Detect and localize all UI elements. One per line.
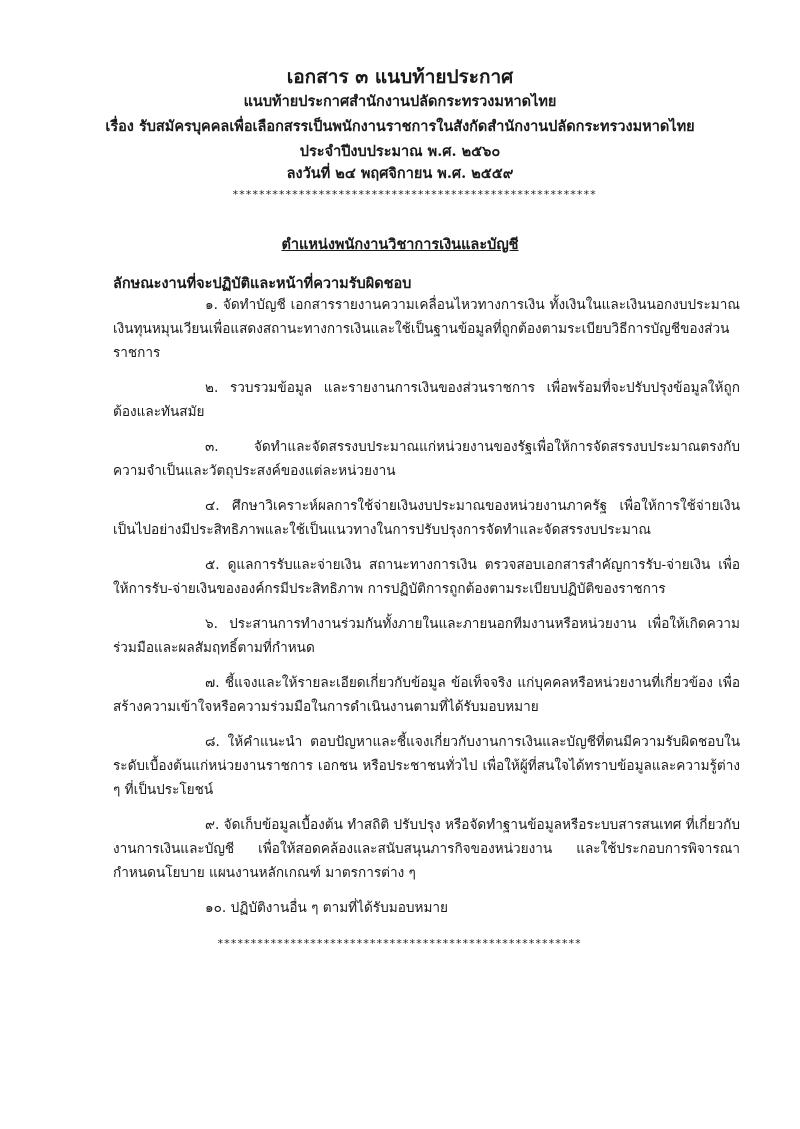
duty-item xyxy=(113,376,740,424)
duty-text: จัดทำและจัดสรรงบประมาณแก่หน่วยงานของรัฐเพื่อให้การจัดสรรงบประมาณตรงกับความจำเป็นและวัตถุประสงค์ของแต่ละหน่วยงาน xyxy=(113,439,740,479)
duty-item xyxy=(113,494,740,542)
document-title: เอกสาร ๓ แนบท้ายประกาศ xyxy=(286,66,514,88)
position-title-text: ตำแหน่งพนักงานวิชาการเงินและบัญชี xyxy=(281,236,519,253)
duty-text: จัดเก็บข้อมูลเบื้องต้น ทำสถิติ ปรับปรุง หรือจัดทำฐานข้อมูลหรือระบบสารสนเทศ ที่เกี่ยวกับงานการเงินและบัญชี เพื่อให้สอดคล้องและสนับสนุนภารกิจของหน่วยงาน และใช้ประกอบการพิจารณากำหนดนโยบาย แผนงานหลักเกณฑ์ มาตรการต่าง ๆ xyxy=(113,817,740,881)
duty-item xyxy=(113,896,740,920)
duty-number: ๓. xyxy=(205,439,219,455)
duty-text: จัดทำบัญชี เอกสารรายงานความเคลื่อนไหวทางการเงิน ทั้งเงินในและเงินนอกงบประมาณ เงินทุนหมุนเวียนเพื่อแสดงสถานะทางการเงินและใช้เป็นฐานข้อมูลที่ถูกต้องตามระเบียบวิธีการบัญชีของส่วนราชการ xyxy=(113,297,740,361)
duty-text: รวบรวมข้อมูล และรายงานการเงินของส่วนราชการ เพื่อพร้อมที่จะปรับปรุงข้อมูลให้ถูกต้องและทันสมัย xyxy=(113,380,740,420)
position-title xyxy=(0,233,800,256)
duty-number: ๒. xyxy=(205,380,219,396)
duty-number: ๑๐. xyxy=(205,900,227,916)
duty-text: ให้คำแนะนำ ตอบปัญหาและชี้แจงเกี่ยวกับงานการเงินและบัญชีที่ตนมีความรับผิดชอบในระดับเบื้องต้นแก่หน่วยงานราชการ เอกชน หรือประชาชนทั่วไป เพื่อให้ผู้ที่สนใจได้ทราบข้อมูลและความรู้ต่าง ๆ ที่เป็นประโยชน์ xyxy=(113,734,741,798)
duty-item xyxy=(113,671,740,719)
duty-text: ปฏิบัติงานอื่น ๆ ตามที่ได้รับมอบหมาย xyxy=(230,900,449,916)
duty-number: ๘. xyxy=(205,734,220,750)
section-heading: ลักษณะงานที่จะปฏิบัติและหน้าที่ความรับผิดชอบ xyxy=(113,275,412,292)
separator-top: ******************************************************* xyxy=(232,188,597,201)
duty-text: ชี้แจงและให้รายละเอียดเกี่ยวกับข้อมูล ข้อเท็จจริง แก่บุคคลหรือหน่วยงานที่เกี่ยวข้อง เพื่อสร้างความเข้าใจหรือความร่วมมือในการดำเนินงานตามที่ได้รับมอบหมาย xyxy=(113,675,740,715)
duty-item xyxy=(113,612,740,660)
separator-bottom: ******************************************************* xyxy=(217,937,582,950)
duty-text: ดูแลการรับและจ่ายเงิน สถานะทางการเงิน ตรวจสอบเอกสารสำคัญการรับ-จ่ายเงิน เพื่อให้การรับ-จ่ายเงินขององค์กรมีประสิทธิภาพ การปฏิบัติการถูกต้องตามระเบียบปฏิบัติของราชการ xyxy=(113,557,740,597)
duty-number: ๖. xyxy=(205,616,218,632)
duty-item xyxy=(113,435,740,483)
duty-item xyxy=(113,813,740,885)
duty-text: ประสานการทำงานร่วมกันทั้งภายในและภายนอกทีมงานหรือหน่วยงาน เพื่อให้เกิดความร่วมมือและผลสัมฤทธิ์ตามที่กำหนด xyxy=(113,616,740,656)
header-line-fiscal-year: ประจำปีงบประมาณ พ.ศ. ๒๕๖๐ xyxy=(299,143,501,160)
duty-item xyxy=(113,730,740,802)
duty-item xyxy=(113,553,740,601)
header-line-date: ลงวันที่ ๒๔ พฤศจิกายน พ.ศ. ๒๕๕๙ xyxy=(286,165,514,182)
duties-list xyxy=(113,293,740,931)
duty-number: ๗. xyxy=(205,675,220,691)
duty-number: ๔. xyxy=(205,498,220,514)
header-line-subject: เรื่อง รับสมัครบุคคลเพื่อเลือกสรรเป็นพนักงานราชการในสังกัดสำนักงานปลัดกระทรวงมหาดไทย xyxy=(105,118,695,135)
header-line-announcement: แนบท้ายประกาศสำนักงานปลัดกระทรวงมหาดไทย xyxy=(243,93,557,110)
duty-number: ๕. xyxy=(205,557,220,573)
duty-text: ศึกษาวิเคราะห์ผลการใช้จ่ายเงินงบประมาณของหน่วยงานภาครัฐ เพื่อให้การใช้จ่ายเงินเป็นไปอย่างมีประสิทธิภาพและใช้เป็นแนวทางในการปรับปรุงการจัดทำและจัดสรรงบประมาณ xyxy=(113,498,740,538)
duty-number: ๙. xyxy=(205,817,220,833)
duty-item xyxy=(113,293,740,365)
duty-number: ๑. xyxy=(205,297,218,313)
